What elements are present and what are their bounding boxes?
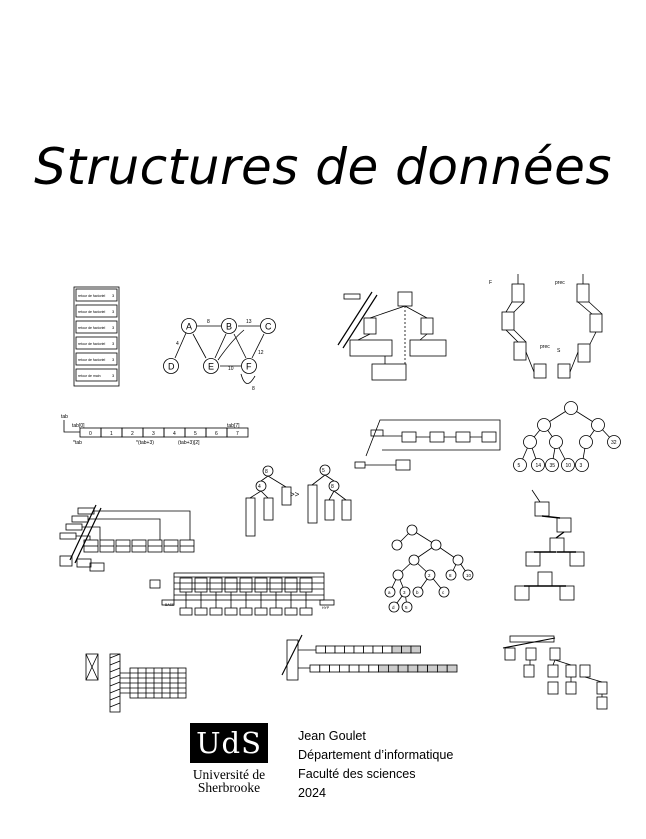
vector-cell	[364, 646, 374, 653]
expression-node	[409, 555, 419, 565]
expression-leaf-label: d	[392, 605, 395, 610]
bucket-slot	[180, 608, 192, 615]
bucket-cell	[225, 578, 237, 592]
vector-cell	[408, 665, 418, 672]
array-label: tab[7]	[227, 423, 240, 429]
vector-cell	[398, 665, 408, 672]
stack-frame-label: retour de factoriel	[78, 310, 106, 314]
bucket-slot	[195, 608, 207, 615]
array-cell-value: 1	[110, 431, 113, 437]
trie-figure	[503, 636, 607, 709]
vector-cell	[388, 665, 398, 672]
matrix-hatch	[110, 682, 120, 686]
expression-node	[453, 555, 463, 565]
heap-leaf-label: 35	[549, 463, 556, 469]
vector-cell	[418, 665, 428, 672]
vector-cell	[373, 646, 383, 653]
array-label: (tab+3)[2]	[178, 440, 200, 446]
heap-node	[592, 419, 605, 432]
expression-leaf-label: a	[388, 590, 391, 595]
bucket-cell	[195, 578, 207, 592]
vector-cell	[345, 646, 355, 653]
array-figure	[61, 414, 248, 446]
bucket-cell	[300, 578, 312, 592]
vector-cell	[354, 646, 364, 653]
array-cell-value: 7	[236, 431, 239, 437]
array-label: *(tab+3)	[136, 440, 154, 446]
matrix-hatch	[110, 654, 120, 658]
vector-figure	[282, 635, 457, 680]
array-cell-value: 2	[131, 431, 134, 437]
matrix-figure	[86, 654, 186, 712]
binary-heap-figure	[514, 402, 621, 472]
document-title: Structures de données	[34, 138, 612, 196]
vector-cell	[379, 665, 389, 672]
array-cell-value: 0	[89, 431, 92, 437]
graph-weight: 4	[176, 341, 179, 347]
heap-node	[565, 402, 578, 415]
vector-cell	[383, 646, 393, 653]
university-logo	[190, 723, 268, 794]
heap-leaf-label: 32	[611, 440, 617, 446]
bucket-slot	[270, 608, 282, 615]
stack-frame-mark: 3	[112, 357, 115, 362]
author-info	[298, 727, 453, 803]
stack-frame-mark: 3	[112, 373, 115, 378]
author-name: Jean Goulet	[298, 729, 366, 743]
graph-weight: 10	[228, 366, 234, 372]
graph-node-label: F	[246, 361, 252, 372]
matrix-hatch	[110, 668, 120, 672]
stack-frame-mark: 3	[112, 293, 115, 298]
stack-frame-mark: 3	[112, 325, 115, 330]
vector-cell	[310, 665, 320, 672]
graph-node-label: D	[168, 361, 175, 372]
node-tree-figure	[515, 490, 584, 600]
bucket-slot	[225, 608, 237, 615]
matrix-hatch	[110, 689, 120, 693]
doubly-linked-list-figure	[489, 274, 602, 378]
dlist-label: prec	[555, 280, 565, 286]
year: 2024	[298, 786, 327, 800]
heap-leaf-label: 3	[579, 463, 583, 469]
array-cell-value: 4	[173, 431, 176, 437]
bucket-structure-figure	[150, 573, 334, 615]
expression-leaf-label: 2	[428, 573, 431, 578]
dlist-label: F	[489, 280, 493, 286]
skip-list-figure	[60, 505, 194, 571]
dlist-label: S	[557, 348, 561, 354]
expression-leaf-label: 3	[403, 590, 406, 595]
bucket-slot	[240, 608, 252, 615]
vector-cell	[330, 665, 340, 672]
bucket-slot	[300, 608, 312, 615]
faculty: Faculté des sciences	[298, 767, 416, 781]
graph-weight: 12	[258, 350, 264, 356]
array-label: tab[0]	[72, 423, 85, 429]
logo-line1: Université de	[192, 767, 266, 782]
vector-cell	[428, 665, 438, 672]
logo-line2: Sherbrooke	[197, 780, 261, 795]
weighted-graph-figure	[164, 319, 276, 393]
tree-rotation-figure	[246, 465, 351, 536]
heap-leaf-label: 5	[517, 463, 521, 469]
vector-cell	[402, 646, 412, 653]
vector-cell	[369, 665, 379, 672]
graph-node-label: A	[186, 321, 193, 332]
stack-frame-label: retour de main	[78, 374, 101, 378]
array-label: *tab	[73, 440, 82, 446]
rotation-label: 8	[265, 469, 268, 475]
rotation-label: >>	[290, 490, 300, 499]
bucket-cell	[210, 578, 222, 592]
stack-frame-label: retour de factoriel	[78, 326, 106, 330]
expression-node	[392, 540, 402, 550]
expression-leaf-label: c	[442, 590, 445, 595]
graph-node-label: E	[208, 361, 215, 372]
array-cell-value: 3	[152, 431, 155, 437]
heap-node	[538, 419, 551, 432]
bucket-cell	[285, 578, 297, 592]
stack-frame-label: retour de factoriel	[78, 358, 106, 362]
bucket-cell	[255, 578, 267, 592]
expression-node	[407, 525, 417, 535]
graph-weight: 8	[252, 386, 255, 392]
rotation-label: 8	[331, 484, 334, 490]
bucket-label: BASE	[165, 603, 175, 607]
logo-mark: UdS	[190, 723, 268, 763]
array-cell-value: 5	[194, 431, 197, 437]
array-label: tab	[61, 414, 68, 420]
vector-cell	[392, 646, 402, 653]
dlist-label: prec	[540, 344, 550, 350]
department: Département d’informatique	[298, 748, 454, 762]
vector-cell	[326, 646, 336, 653]
rotation-label: 4	[258, 484, 261, 490]
bucket-cell	[180, 578, 192, 592]
heap-node	[550, 436, 563, 449]
heap-node	[580, 436, 593, 449]
stack-frame-label: retour de factoriel	[78, 294, 106, 298]
vector-cell	[437, 665, 447, 672]
heap-leaf-label: 10	[565, 463, 572, 469]
heap-leaf-label: 14	[535, 463, 542, 469]
expression-leaf-label: b	[416, 590, 419, 595]
stack-frame-label: retour de factoriel	[78, 342, 106, 346]
expression-leaf-label: 10	[466, 573, 472, 578]
circular-list-figure	[355, 420, 500, 470]
bucket-slot	[210, 608, 222, 615]
stack-frame-mark: 3	[112, 341, 115, 346]
vector-cell	[316, 646, 326, 653]
graph-node-label: C	[265, 321, 272, 332]
vector-cell	[411, 646, 421, 653]
array-cell-value: 6	[215, 431, 218, 437]
bucket-slot	[255, 608, 267, 615]
bucket-label: HYP	[322, 606, 330, 610]
matrix-hatch	[110, 703, 120, 707]
stack-frame-mark: 3	[112, 309, 115, 314]
matrix-hatch	[110, 696, 120, 700]
expression-tree-figure	[385, 525, 473, 612]
bucket-cell	[240, 578, 252, 592]
expression-leaf-label: 5	[405, 605, 408, 610]
expression-leaf-label: 8	[449, 573, 452, 578]
vector-cell	[447, 665, 457, 672]
graph-weight: 8	[207, 319, 210, 325]
bucket-cell	[270, 578, 282, 592]
expression-node	[431, 540, 441, 550]
matrix-hatch	[110, 661, 120, 665]
vector-cell	[359, 665, 369, 672]
bucket-slot	[285, 608, 297, 615]
vector-cell	[349, 665, 359, 672]
matrix-hatch	[110, 675, 120, 679]
expression-node	[393, 570, 403, 580]
graph-weight: 13	[246, 319, 252, 325]
vector-cell	[339, 665, 349, 672]
graph-node-label: B	[226, 321, 233, 332]
b-tree-figure	[338, 292, 446, 380]
vector-cell	[335, 646, 345, 653]
rotation-label: 5	[322, 468, 325, 474]
vector-cell	[320, 665, 330, 672]
heap-node	[524, 436, 537, 449]
call-stack-figure	[74, 287, 119, 386]
